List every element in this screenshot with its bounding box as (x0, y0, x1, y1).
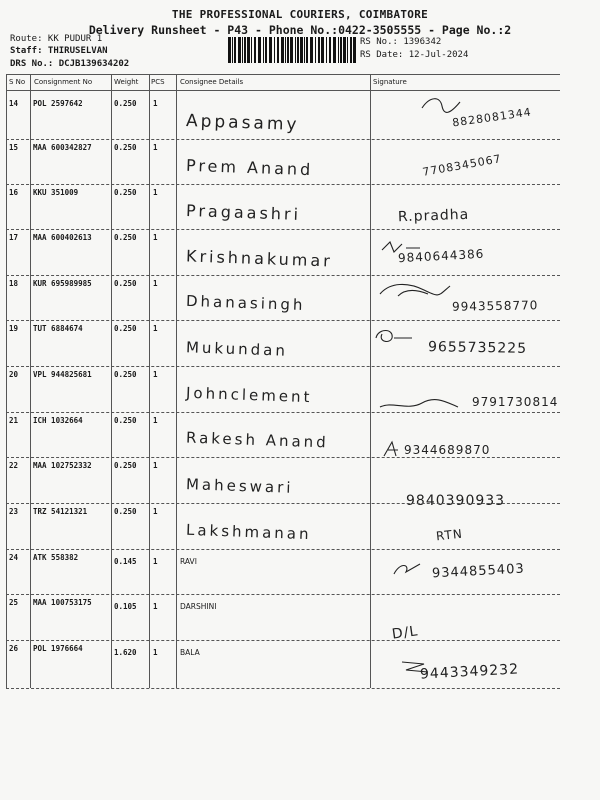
row-sno: 21 (9, 416, 19, 425)
row-sno: 17 (9, 233, 19, 242)
row-handwritten-name: Maheswari (185, 475, 294, 497)
barcode-bar (340, 37, 342, 63)
row-consignment-no: KKU 351009 (33, 188, 79, 197)
row-weight: 0.105 (114, 602, 137, 611)
barcode-bar (287, 37, 289, 63)
row-pcs: 1 (153, 143, 158, 152)
row-separator (6, 457, 560, 458)
row-pcs: 1 (153, 370, 158, 379)
row-weight: 0.145 (114, 557, 137, 566)
col-header-pcs: PCS (151, 78, 165, 86)
row-separator (6, 640, 560, 641)
signature-scribble (380, 240, 464, 262)
row-consignment-no: MAA 600402613 (33, 233, 92, 242)
drs-number: DRS No.: DCJB139634202 (10, 59, 130, 69)
row-signature: D/L (391, 623, 420, 643)
row-weight: 0.250 (114, 233, 137, 242)
col-divider (370, 74, 371, 688)
row-consignment-no: VPL 944825681 (33, 370, 92, 379)
runsheet-title: Delivery Runsheet - P43 - Phone No.:0422-3505555 - Page No.:2 (88, 23, 512, 37)
barcode-bar (318, 37, 320, 63)
col-divider (30, 74, 31, 688)
row-pcs: 1 (153, 507, 158, 516)
barcode-bar (254, 37, 256, 63)
row-sno: 24 (9, 553, 19, 562)
row-consignee: DARSHINI (180, 602, 217, 611)
row-separator (6, 503, 560, 504)
barcode (228, 37, 356, 63)
row-consignment-no: ATK 558382 (33, 553, 79, 562)
barcode-bar (244, 37, 246, 63)
col-divider (111, 74, 112, 688)
row-separator (6, 594, 560, 595)
barcode-bar (310, 37, 313, 63)
row-pcs: 1 (153, 279, 158, 288)
row-separator (6, 139, 560, 140)
barcode-bar (350, 37, 352, 63)
row-weight: 0.250 (114, 507, 137, 516)
row-consignment-no: MAA 600342827 (33, 143, 92, 152)
row-weight: 1.620 (114, 648, 137, 657)
row-weight: 0.250 (114, 324, 137, 333)
row-signature: 9443349232 (419, 661, 520, 683)
barcode-bar (285, 37, 286, 63)
barcode-bar (353, 37, 356, 63)
row-weight: 0.250 (114, 370, 137, 379)
barcode-bar (263, 37, 264, 63)
barcode-bar (277, 37, 279, 63)
row-pcs: 1 (153, 188, 158, 197)
row-consignment-no: ICH 1032664 (33, 416, 83, 425)
signature-scribble (372, 326, 456, 348)
col-divider (6, 74, 7, 688)
barcode-bar (304, 37, 305, 63)
barcode-bar (258, 37, 261, 63)
col-divider (149, 74, 150, 688)
row-sno: 15 (9, 143, 19, 152)
barcode-bar (232, 37, 233, 63)
barcode-bar (329, 37, 331, 63)
row-consignment-no: TUT 6884674 (33, 324, 83, 333)
row-separator (6, 320, 560, 321)
row-signature: 8828081344 (451, 105, 533, 130)
rs-number: RS No.: 1396342 (360, 37, 442, 47)
row-pcs: 1 (153, 99, 158, 108)
row-handwritten-name: Prem Anand (185, 155, 314, 180)
row-sno: 20 (9, 370, 19, 379)
row-handwritten-name: Krishnakumar (185, 246, 334, 271)
col-divider (176, 74, 177, 688)
row-handwritten-name: Pragaashri (185, 200, 302, 225)
row-consignment-no: POL 1976664 (33, 644, 83, 653)
row-signature: 9344689870 (404, 443, 491, 457)
row-sno: 23 (9, 507, 19, 516)
row-sno: 22 (9, 461, 19, 470)
barcode-bar (338, 37, 339, 63)
barcode-bar (300, 37, 303, 63)
row-handwritten-name: Dhanasingh (185, 291, 306, 315)
row-separator (6, 366, 560, 367)
row-signature: 9344855403 (431, 561, 526, 582)
rs-date: RS Date: 12-Jul-2024 (360, 50, 469, 60)
table-header-border (6, 90, 560, 91)
barcode-bar (315, 37, 316, 63)
row-separator (6, 184, 560, 185)
barcode-bar (326, 37, 327, 63)
col-header-consignee: Consignee Details (180, 78, 244, 86)
barcode-bar (234, 37, 236, 63)
row-pcs: 1 (153, 416, 158, 425)
barcode-bar (343, 37, 346, 63)
barcode-bar (297, 37, 299, 63)
barcode-bar (269, 37, 272, 63)
signature-scribble (392, 560, 476, 582)
row-sno: 18 (9, 279, 19, 288)
barcode-bar (242, 37, 243, 63)
row-signature: 9840644386 (397, 246, 485, 266)
barcode-bar (347, 37, 348, 63)
row-pcs: 1 (153, 602, 158, 611)
col-header-consignment: Consignment No (34, 78, 93, 86)
row-weight: 0.250 (114, 279, 137, 288)
row-weight: 0.250 (114, 99, 137, 108)
row-consignment-no: POL 2597642 (33, 99, 83, 108)
row-pcs: 1 (153, 233, 158, 242)
signature-scribble (400, 658, 484, 680)
row-weight: 0.250 (114, 416, 137, 425)
row-pcs: 1 (153, 557, 158, 566)
row-pcs: 1 (153, 648, 158, 657)
signature-scribble (378, 280, 462, 302)
row-sno: 16 (9, 188, 19, 197)
barcode-bar (306, 37, 308, 63)
row-signature: RTN (435, 526, 464, 544)
row-handwritten-name: Johnclement (185, 383, 313, 407)
row-signature: 9791730814 (472, 395, 559, 409)
row-sno: 26 (9, 644, 19, 653)
row-consignment-no: MAA 100753175 (33, 598, 92, 607)
barcode-bar (247, 37, 250, 63)
row-signature: 9655735225 (427, 339, 528, 357)
barcode-bar (238, 37, 241, 63)
col-header-sno: S No (9, 78, 26, 86)
col-header-weight: Weight (114, 78, 139, 86)
row-consignment-no: KUR 695989985 (33, 279, 92, 288)
row-consignment-no: MAA 102752332 (33, 461, 92, 470)
row-sno: 25 (9, 598, 19, 607)
row-sno: 19 (9, 324, 19, 333)
table-top-border (6, 74, 560, 75)
staff-label: Staff: THIRUSELVAN (10, 46, 108, 56)
row-sno: 14 (9, 99, 19, 108)
barcode-bar (295, 37, 296, 63)
row-handwritten-name: Lakshmanan (185, 520, 312, 544)
row-weight: 0.250 (114, 143, 137, 152)
barcode-bar (251, 37, 252, 63)
col-header-signature: Signature (373, 78, 407, 86)
barcode-bar (321, 37, 324, 63)
row-separator (6, 688, 560, 689)
row-separator (6, 275, 560, 276)
row-separator (6, 412, 560, 413)
barcode-bar (290, 37, 293, 63)
row-handwritten-name: Appasamy (185, 111, 300, 135)
route-label: Route: KK PUDUR 1 (10, 34, 103, 44)
row-signature: R.pradha (397, 206, 470, 226)
row-separator (6, 229, 560, 230)
signature-scribble (378, 397, 462, 419)
company-name: THE PROFESSIONAL COURIERS, COIMBATORE (171, 8, 429, 21)
signature-scribble (420, 94, 504, 116)
row-consignment-no: TRZ 54121321 (33, 507, 88, 516)
row-consignee: BALA (180, 648, 200, 657)
row-consignee: RAVI (180, 557, 197, 566)
row-signature: 9943558770 (451, 298, 539, 314)
barcode-bar (281, 37, 284, 63)
row-handwritten-name: Rakesh Anand (185, 428, 330, 452)
row-handwritten-name: Mukundan (185, 338, 289, 360)
row-pcs: 1 (153, 324, 158, 333)
barcode-bar (265, 37, 267, 63)
row-separator (6, 549, 560, 550)
row-signature: 7708345067 (421, 152, 503, 179)
barcode-bar (333, 37, 336, 63)
row-signature: 9840390933 (406, 493, 506, 509)
signature-scribble (380, 440, 464, 462)
row-weight: 0.250 (114, 461, 137, 470)
row-pcs: 1 (153, 461, 158, 470)
barcode-bar (228, 37, 231, 63)
row-weight: 0.250 (114, 188, 137, 197)
barcode-bar (274, 37, 275, 63)
